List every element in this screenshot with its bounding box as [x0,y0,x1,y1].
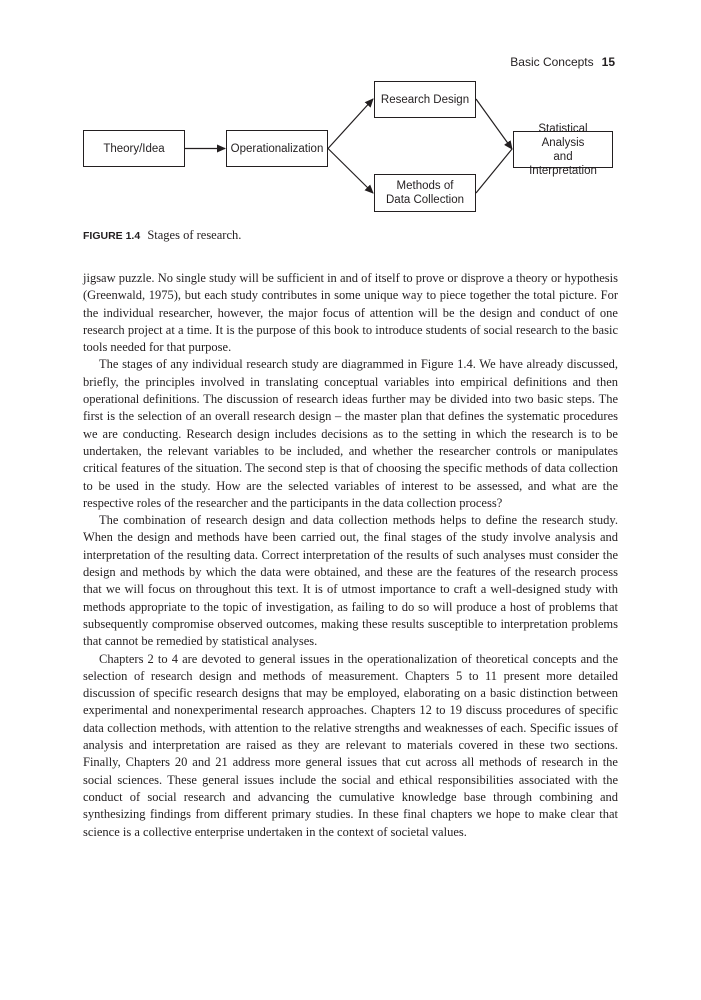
line-methods-to-statistical [476,149,512,193]
arrow-operationalization-to-design [328,99,373,149]
paragraph-2: The stages of any individual research study are diagrammed in Figure 1.4. We have already discussed, briefly, the principles involved in translating conceptual variables into empirical definitions and then operational definitions. The discussion of research ideas further may be divided into two basic steps. The first is the selection of an overall research design – the master plan that defines the systematic procedures we are conducting. Research design includes decisions as to the setting in which the research is to be undertaken, the relevant variables to be included, and whether the researcher controls or manipulates critical features of the situation. The second step is that of choosing the specific methods of data collection to be used in the study. How are the selected variables of interest to be assessed, and what are the respective roles of the researcher and the participants in the data collection process? [83,357,618,510]
node-research-design-label: Research Design [380,93,470,106]
paragraph-1: jigsaw puzzle. No single study will be sufficient in and of itself to prove or disprove a theory or hypothesis (Greenwald, 1975), but each study contributes in some unique way to piece together the total picture. For the individual researcher, however, the major focus of attention will be the design and conduct of one research project at a time. It is the purpose of this book to introduce students of social research to the basic tools needed for that purpose. [83,271,618,355]
figure-caption-label: FIGURE 1.4 [83,230,141,242]
paragraph-4: Chapters 2 to 4 are devoted to general issues in the operationalization of theoretical concepts and the selection of research design and methods of measurement. Chapters 5 to 11 present more detailed discussion of specific research designs that may be employed, elaborating on a basic distinction between experimental and nonexperimental research approaches. Chapters 12 to 19 discuss procedures of specific data collection methods, with attention to the relative strengths and weaknesses of each. Specific issues of analysis and interpretation are raised as they are relevant to materials covered in these two sections. Finally, Chapters 20 and 21 address more general issues that cut across all methods of research in the social sciences. These general issues include the social and ethical responsibilities associated with the conduct of social research and advancing the cumulative knowledge base through combining and synthesizing findings from different primary studies. In these final chapters we hope to make clear that science is a collective enterprise undertaken in the context of societal values. [83,651,618,839]
arrow-design-to-statistical [476,99,512,149]
node-theory-idea [83,130,185,167]
node-theory-idea-label: Theory/Idea [103,142,165,155]
paragraph-3: The combination of research design and data collection methods helps to define the research study. When the design and methods have been carried out, the final stages of the study involve analysis and interpretation of the resulting data. Correct interpretation of the results of such analyses must consider the design and methods by which the data were obtained, and these are the features of the research process that we will focus on throughout this text. It is of utmost importance to craft a well-designed study with methods appropriate to the topic of investigation, as failing to do so will produce a host of problems that subsequently compromise observed outcomes, making these results susceptible to interpretation problems that cannot be remedied by statistical analyses. [83,513,618,649]
node-methods-of-data-collection [374,174,476,212]
node-operationalization [226,130,328,167]
running-head-title: Basic Concepts [510,55,594,69]
node-operationalization-label: Operationalization [230,142,324,155]
node-statistical-label-line2: and Interpretation [529,150,597,177]
arrow-operationalization-to-methods [328,149,373,194]
node-statistical-label-line1: Statistical Analysis [538,122,588,149]
node-statistical-analysis [513,122,613,177]
figure-stages-of-research [0,0,701,260]
node-methods-label-line1: Methods of [396,180,454,192]
page-number: 15 [601,55,615,69]
figure-caption [83,228,241,243]
node-research-design [374,81,476,118]
node-methods-label-line2: Data Collection [386,194,464,206]
figure-caption-text: Stages of research. [147,228,242,242]
body-text [83,270,618,841]
